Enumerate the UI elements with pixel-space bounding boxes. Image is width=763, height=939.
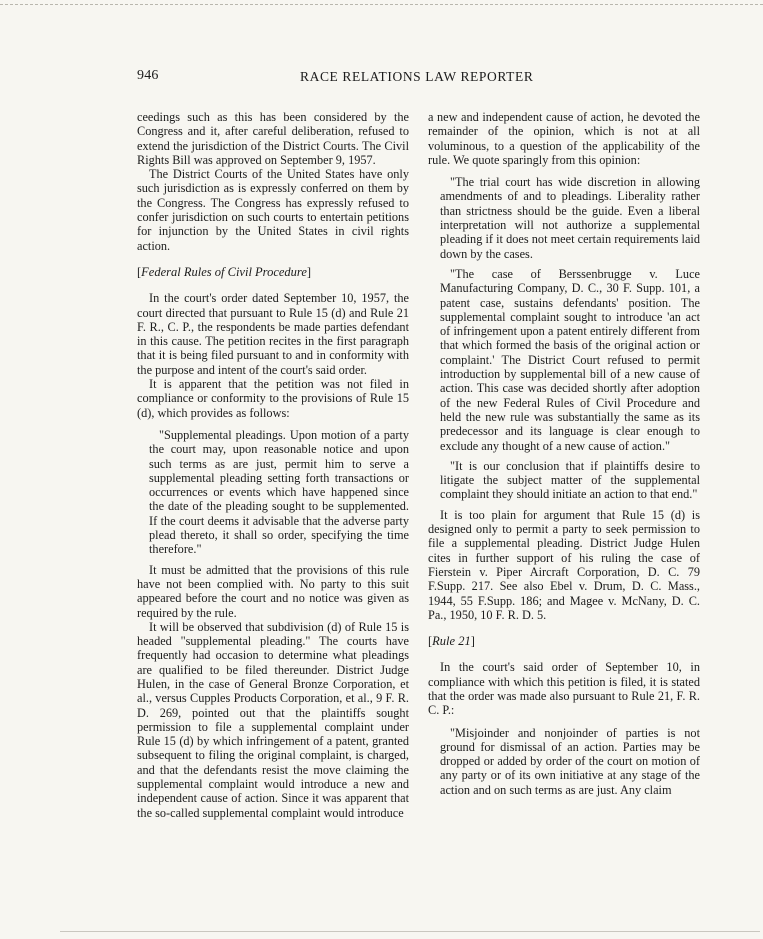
block-quote: "Misjoinder and nonjoinder of parties is not ground for dismissal of an action. Parties may be dropped or added by order of the court on motion of any party or of its own initiative at any stage of the action and on such terms as are just. Any claim <box>440 725 700 797</box>
paragraph: In the court's said order of September 10, in compliance with which this petition is filed, it is stated that the order was made also pursuant to Rule 21, F. R. C. P.: <box>428 660 700 718</box>
section-heading-text: Federal Rules of Civil Procedure <box>141 264 307 279</box>
paragraph: It is apparent that the petition was not filed in compliance or conformity to the provisions of Rule 15 (d), which provides as follows: <box>137 377 409 420</box>
paragraph: ceedings such as this has been considered by the Congress and it, after careful deliberation, refused to extend the jurisdiction of the District Courts. The Civil Rights Bill was approved on September 9, 1957. <box>137 110 409 167</box>
block-quote: "Supplemental pleadings. Upon motion of a party the court may, upon reasonable notice and upon such terms as are just, permit him to serve a supplemental pleading setting forth transactions or occurrences or events which have happened since the date of the pleading sought to be supplemented. If the court deems it advisable that the adverse party plead thereto, it shall so order, specifying the time therefore." <box>149 427 409 557</box>
right-column <box>428 110 700 803</box>
paragraph: a new and independent cause of action, he devoted the remainder of the opinion, which is not at all voluminous, to a question of the applicability of the rule. We quote sparingly from this opinion: <box>428 110 700 167</box>
paragraph: It must be admitted that the provisions of this rule have not been complied with. No party to this suit appeared before the court and no notice was given as required by the rule. <box>137 562 409 620</box>
paragraph: The District Courts of the United States have only such jurisdiction as is expressly conferred on them by the Congress. The Congress has expressly refused to confer jurisdiction on such courts to entertain petitions for injunction by the United States in civil rights action. <box>137 167 409 253</box>
block-quote: "The case of Berssenbrugge v. Luce Manufacturing Company, D. C., 30 F. Supp. 101, a patent case, sustains defendants' position. The supplemental complaint sought to introduce 'an act of infringement upon a patent entirely different from that which formed the basis of the original action or complaint.' The District Court refused to permit introduction by supplemental bill of a new cause of action. This case was decided shortly after adoption of the new Federal Rules of Civil Procedure and held the new rule was substantially the same as its predecessor and its language is clear enough to exclude any thought of a new cause of action." <box>440 266 700 453</box>
block-quote: "The trial court has wide discretion in allowing amendments of and to pleadings. Liberality rather than strictness should be the guide. Even a liberal interpretation will not authorize a supplemental pleading if it does not meet certain requirements laid down by the cases. <box>440 175 700 261</box>
paragraph: It is too plain for argument that Rule 15 (d) is designed only to permit a party to seek permission to file a supplemental pleading. District Judge Hulen cites in further support of his ruling the case of Fierstein v. Piper Aircraft Corporation, D. C. 79 F.Supp. 217. See also Ebel v. Drum, D. C. Mass., 1944, 55 F.Supp. 186; and Magee v. McNany, D. C. Pa., 1950, 10 F. R. D. 5. <box>428 507 700 622</box>
top-edge-rule <box>0 4 763 5</box>
section-heading-text: Rule 21 <box>432 634 471 649</box>
left-column <box>137 110 409 820</box>
bottom-edge-rule <box>60 931 760 932</box>
page-number: 946 <box>137 68 159 83</box>
section-heading: [Federal Rules of Civil Procedure] <box>137 264 312 279</box>
paragraph: In the court's order dated September 10, 1957, the court directed that pursuant to Rule 15 (d) and Rule 21 F. R., C. P., the respondents be made parties defendant in this cause. The petition recites in the first paragraph that it is being filed pursuant to and in conformity with the purpose and intent of the court's said order. <box>137 291 409 377</box>
running-head: RACE RELATIONS LAW REPORTER <box>300 69 534 84</box>
section-heading: [Rule 21] <box>428 634 475 649</box>
paragraph: It will be observed that subdivision (d) of Rule 15 is headed "supplemental pleading." The courts have frequently had occasion to determine what pleadings are qualified to be filed thereunder. District Judge Hulen, in the case of General Bronze Corporation, et al., versus Cupples Products Corporation, et al., 9 F. R. D. 269, pointed out that the plaintiffs sought permission to file a supplemental complaint under Rule 15 (d) by which infringement of a patent, granted subsequent to filing the original complaint, is charged, and that the defendants resist the move claiming the supplemental complaint would introduce a new and independent cause of action. Since it was apparent that the so-called supplemental complaint would introduce <box>137 619 409 820</box>
block-quote: "It is our conclusion that if plaintiffs desire to litigate the subject matter of the supplemental complaint they should initiate an action to that end." <box>440 458 700 502</box>
